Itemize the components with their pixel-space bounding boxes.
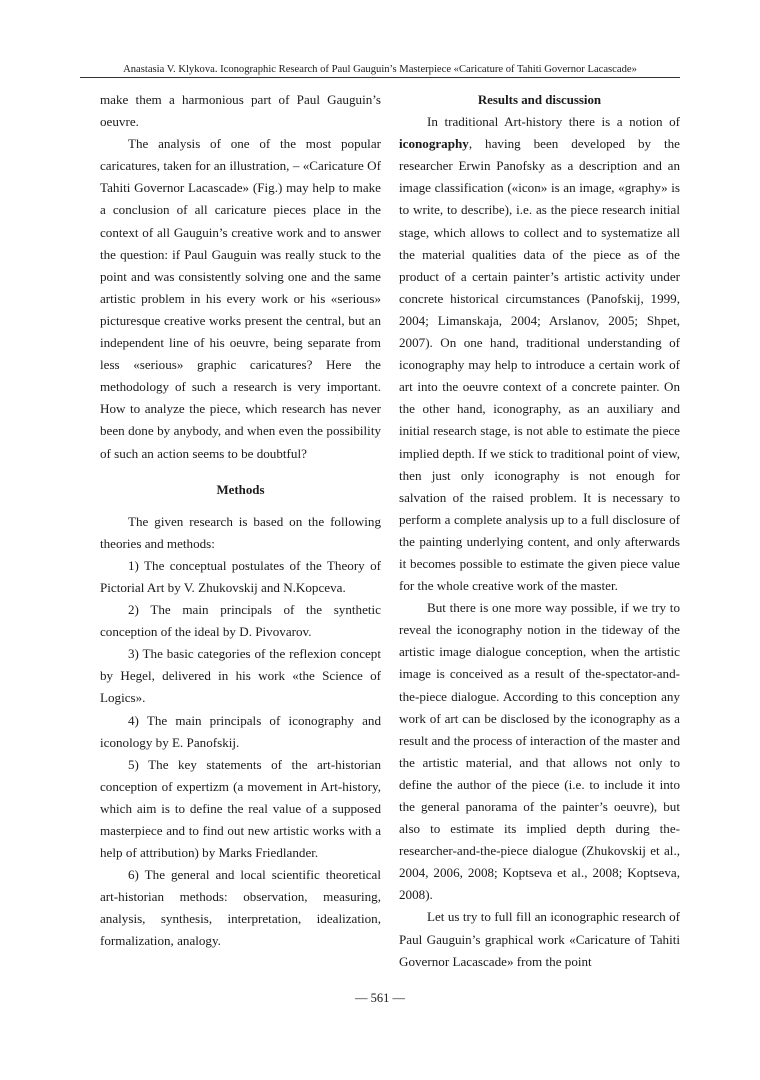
running-header: Anastasia V. Klykova. Iconographic Research of Paul Gauguin’s Masterpiece «Caricature of Tahiti Governor Lacascade» <box>123 64 637 75</box>
right-column <box>399 89 680 973</box>
paragraph: But there is one more way possible, if we try to reveal the iconography notion in the tideway of the artistic image dialogue conception, when the artistic image is conceived as a result of the-spectator-and-the-piece dialogue. According to this conception any work of art can be disclosed by the iconography as a result and the process of interaction of the master and the artistic material, and that allows not only to define the author of the piece (i.e. to include it into the general panorama of the painter’s oeuvre), but also to estimate its implied depth during the-researcher-and-the-piece dialogue (Zhukovskij et al., 2004, 2006, 2008; Koptseva et al., 2008; Koptseva, 2008). <box>399 600 680 903</box>
paragraph: make them a harmonious part of Paul Gauguin’s oeuvre. <box>100 92 381 130</box>
method-item: 3) The basic categories of the reflexion concept by Hegel, delivered in his work «the Science of Logics». <box>100 646 381 706</box>
method-item: 5) The key statements of the art-historian conception of expertizm (a movement in Art-history, which aim is to define the real value of a supposed masterpiece and to find out new artistic works with a help of attribution) by Marks Friedlander. <box>100 756 381 861</box>
text-run: In traditional Art-history there is a notion of <box>427 114 680 130</box>
methods-intro: The given research is based on the following theories and methods: <box>100 513 381 551</box>
paragraph: Let us try to full fill an iconographic research of Paul Gauguin’s graphical work «Caricature of Tahiti Governor Lacascade» from the point <box>399 909 680 969</box>
method-item: 4) The main principals of iconography and iconology by E. Panofskij. <box>100 712 381 750</box>
results-heading: Results and discussion <box>477 93 602 107</box>
header-rule <box>80 77 680 78</box>
left-column <box>100 89 381 953</box>
method-item: 1) The conceptual postulates of the Theory of Pictorial Art by V. Zhukovskij and N.Kopceva. <box>100 557 381 595</box>
method-item: 2) The main principals of the synthetic conception of the ideal by D. Pivovarov. <box>100 602 381 640</box>
bold-term: iconography <box>399 136 469 152</box>
page-number: — 561 — <box>355 991 405 1005</box>
text-run: , having been developed by the researcher Erwin Panofsky as a description and an image classification («icon» is an image, «graphy» is to write, to describe), i.e. as the piece research initial stage, which allows to collect and to systematize all the material qualities data of the piece as of the product of a certain painter’s artistic activity under concrete historical circumstances (Panofskij, 1999, 2004; Limanskaja, 2004; Arslanov, 2005; Shpet, 2007). On one hand, traditional understanding of iconography may help to introduce a certain work of art into the oeuvre context of a concrete painter. On the other hand, iconography, as an auxiliary and initial research stage, is not able to estimate the piece implied depth. If we stick to traditional point of view, then just only iconography is not enough for salvation of the raised problem. It is necessary to perform a complete analysis up to a full disclosure of the painting underlying content, and only afterwards it becomes possible to estimate the given piece value for the whole creative work of the master. <box>399 136 680 594</box>
paragraph: The analysis of one of the most popular caricatures, taken for an illustration, – «Caricature Of Tahiti Governor Lacascade» (Fig.) may help to make a conclusion of all caricature pieces place in the context of all Gauguin’s creative work and to answer the question: if Paul Gauguin was really stuck to the point and was consistently solving one and the same artistic problem in his every work or his «serious» picturesque creative works present the central, but an independent line of his oeuvre, being separate from less «serious» graphic caricatures? Here the methodology of such a research is very important. How to analyze the piece, which research has never been done by anybody, and when even the possibility of such an action seems to be doubtful? <box>100 136 381 461</box>
method-item: 6) The general and local scientific theoretical art-historian methods: observation, measuring, analysis, synthesis, interpretation, idealization, formalization, analogy. <box>100 867 381 949</box>
paragraph <box>399 111 680 597</box>
methods-heading: Methods <box>216 482 265 497</box>
